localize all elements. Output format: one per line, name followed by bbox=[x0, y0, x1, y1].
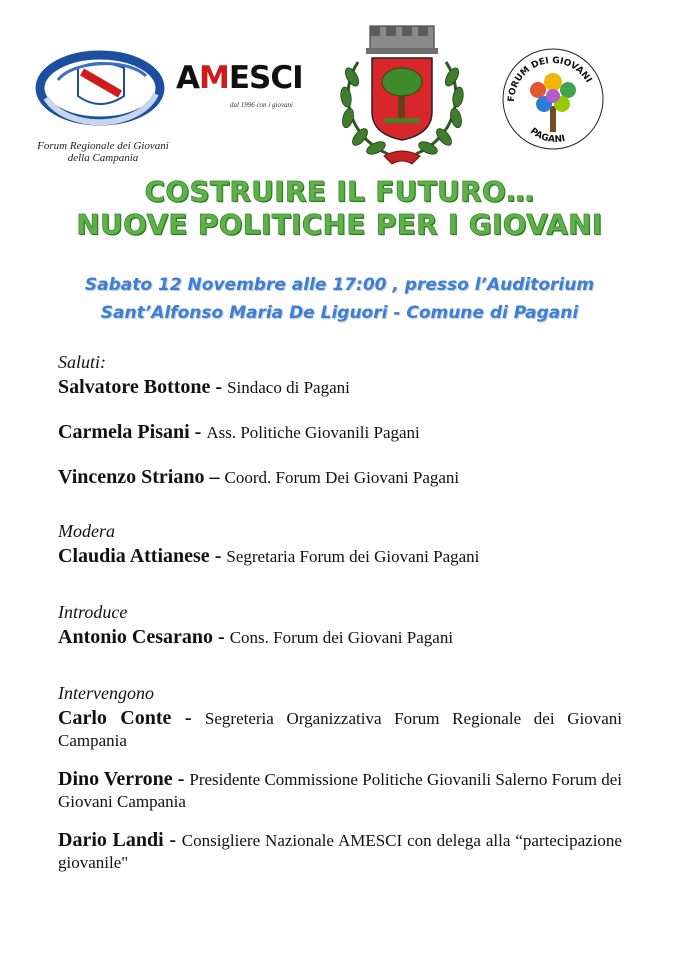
municipal-coat-of-arms-icon bbox=[328, 22, 478, 172]
amesci-letter-m: M bbox=[199, 60, 229, 96]
speaker-role: Cons. Forum dei Giovani Pagani bbox=[229, 628, 454, 647]
speaker-role: Consigliere Nazionale AMESCI con delega alla “partecipazione giovanile" bbox=[58, 831, 622, 872]
forum-regionale-caption-line1: Forum Regionale dei Giovani bbox=[37, 140, 169, 152]
speaker-entry bbox=[58, 421, 622, 444]
speaker-entry bbox=[58, 376, 622, 399]
event-date-line: Sabato 12 Novembre alle 17:00 , presso l’Auditorium bbox=[84, 275, 595, 295]
forum-regionale-logo bbox=[28, 50, 178, 164]
amesci-logo bbox=[172, 58, 312, 118]
forum-regionale-caption-line2: della Campania bbox=[67, 152, 139, 164]
forum-pagani-ring-text-bottom: PAGANI bbox=[528, 126, 567, 146]
speaker-role: Ass. Politiche Giovanili Pagani bbox=[206, 423, 420, 442]
speaker-separator: – bbox=[204, 466, 225, 488]
forum-regionale-caption bbox=[28, 140, 178, 164]
speaker-separator: - bbox=[189, 421, 207, 443]
speaker-role: Segretaria Forum dei Giovani Pagani bbox=[226, 547, 480, 566]
event-title-line1: COSTRUIRE IL FUTURO… bbox=[144, 175, 535, 208]
speaker-separator: - bbox=[210, 376, 228, 398]
speaker-name: Vincenzo Striano bbox=[58, 466, 205, 488]
section-heading-modera: Modera bbox=[58, 521, 115, 541]
logo-header bbox=[0, 0, 679, 172]
forum-giovani-pagani-logo bbox=[500, 46, 606, 152]
section-heading-saluti: Saluti: bbox=[58, 352, 106, 372]
section-introduce bbox=[58, 600, 622, 649]
campania-region-shield-icon bbox=[28, 50, 178, 136]
speaker-name: Claudia Attianese bbox=[58, 545, 210, 567]
speaker-name: Carlo Conte bbox=[58, 707, 172, 729]
speaker-name: Dario Landi bbox=[58, 829, 164, 851]
section-heading-introduce: Introduce bbox=[58, 602, 128, 622]
event-venue-line: Sant’Alfonso Maria De Liguori - Comune di Pagani bbox=[100, 303, 579, 323]
speaker-role: Presidente Commissione Politiche Giovanili Salerno Forum dei Giovani Campania bbox=[58, 770, 623, 811]
speaker-entry bbox=[58, 768, 622, 813]
speaker-name: Dino Verrone bbox=[58, 768, 173, 790]
speaker-separator: - bbox=[163, 829, 182, 851]
tree-of-hands-icon bbox=[500, 46, 606, 152]
speaker-role: Sindaco di Pagani bbox=[227, 378, 350, 397]
speaker-separator: - bbox=[171, 707, 205, 729]
speaker-entry bbox=[58, 545, 622, 568]
event-details bbox=[0, 271, 679, 327]
speaker-name: Salvatore Bottone bbox=[58, 376, 211, 398]
forum-pagani-ring-text: FORUM DEI GIOVANI bbox=[506, 55, 594, 103]
speaker-entry bbox=[58, 829, 622, 874]
program bbox=[58, 350, 622, 874]
section-saluti bbox=[58, 350, 622, 489]
speaker-entry bbox=[58, 626, 622, 649]
speaker-separator: - bbox=[209, 545, 227, 567]
event-title-line2: NUOVE POLITICHE PER I GIOVANI bbox=[76, 208, 603, 241]
speaker-separator: - bbox=[213, 626, 230, 648]
event-title bbox=[0, 175, 679, 241]
speaker-name: Carmela Pisani bbox=[58, 421, 190, 443]
section-heading-intervengono: Intervengono bbox=[58, 683, 154, 703]
speaker-role: Coord. Forum Dei Giovani Pagani bbox=[224, 468, 460, 487]
section-modera bbox=[58, 519, 622, 568]
amesci-wordmark bbox=[176, 60, 303, 96]
amesci-tagline: dal 1996 con i giovani bbox=[230, 101, 293, 109]
speaker-name: Antonio Cesarano bbox=[58, 626, 214, 648]
pagani-crest bbox=[328, 22, 478, 172]
speaker-entry bbox=[58, 707, 622, 752]
speaker-separator: - bbox=[172, 768, 190, 790]
speaker-entry bbox=[58, 466, 622, 489]
amesci-letters-rest: ESCI bbox=[228, 60, 303, 96]
amesci-letter-a: A bbox=[176, 60, 199, 96]
speaker-role: Segreteria Organizzativa Forum Regionale dei Giovani Campania bbox=[58, 709, 622, 750]
section-intervengono bbox=[58, 681, 622, 874]
